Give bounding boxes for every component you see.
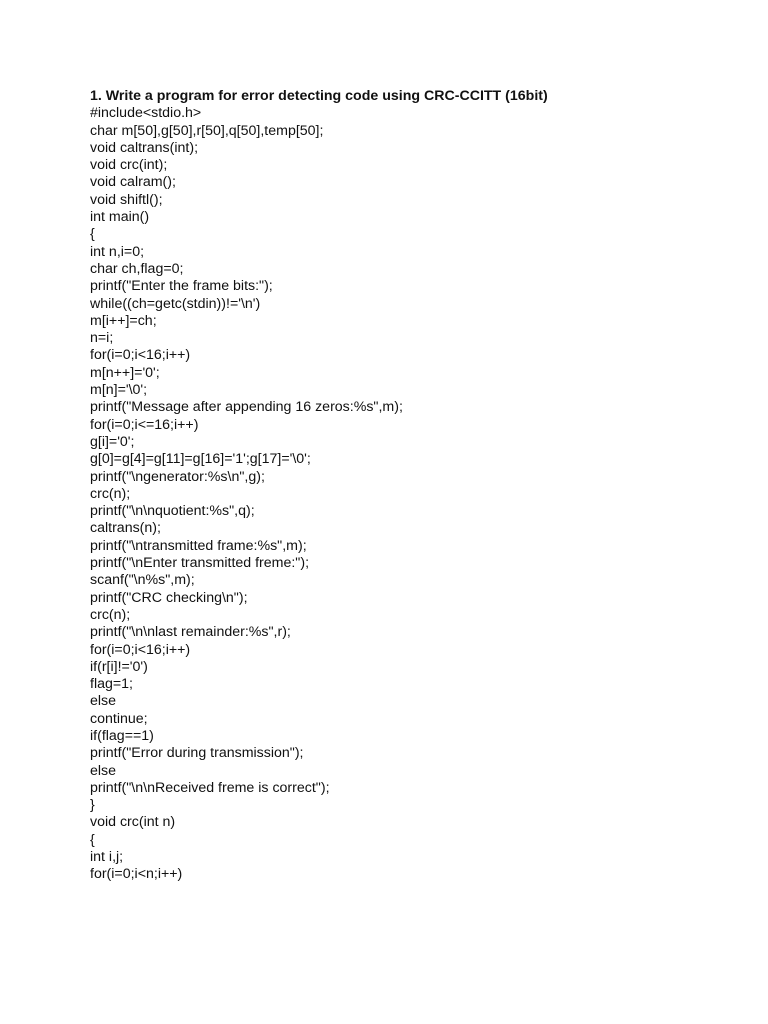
code-line: {: [90, 831, 95, 848]
code-line: while((ch=getc(stdin))!='\n'): [90, 295, 261, 312]
code-line: int i,j;: [90, 849, 124, 866]
code-line: else: [90, 762, 117, 779]
code-line: n=i;: [90, 330, 114, 347]
code-line: crc(n);: [90, 485, 131, 502]
code-line: printf("\n\nlast remainder:%s",r);: [90, 624, 291, 641]
code-line: else: [90, 693, 117, 710]
code-line: char m[50],g[50],r[50],q[50],temp[50];: [90, 122, 324, 139]
code-line: printf("\n\nquotient:%s",q);: [90, 503, 255, 520]
code-line: g[0]=g[4]=g[11]=g[16]='1';g[17]='\0';: [90, 451, 311, 468]
code-line: void caltrans(int);: [90, 139, 199, 156]
code-line: caltrans(n);: [90, 520, 161, 537]
code-listing: [90, 105, 748, 883]
code-line: #include<stdio.h>: [90, 105, 202, 122]
code-line: int n,i=0;: [90, 243, 145, 260]
code-line: m[i++]=ch;: [90, 312, 157, 329]
code-line: scanf("\n%s",m);: [90, 572, 195, 589]
code-line: void shiftl();: [90, 191, 163, 208]
code-line: m[n]='\0';: [90, 382, 148, 399]
code-line: flag=1;: [90, 676, 133, 693]
code-line: if(r[i]!='0'): [90, 658, 148, 675]
code-line: int main(): [90, 209, 150, 226]
code-line: printf("Enter the frame bits:");: [90, 278, 273, 295]
code-line: void crc(int n): [90, 814, 176, 831]
question-heading: 1. Write a program for error detecting code using CRC-CCITT (16bit): [90, 88, 548, 104]
code-line: g[i]='0';: [90, 433, 135, 450]
code-line: continue;: [90, 710, 148, 727]
document-page: [90, 88, 748, 884]
code-line: printf("CRC checking\n");: [90, 589, 248, 606]
code-line: for(i=0;i<16;i++): [90, 641, 191, 658]
code-line: void calram();: [90, 174, 176, 191]
code-line: for(i=0;i<=16;i++): [90, 416, 199, 433]
code-line: void crc(int);: [90, 157, 168, 174]
code-line: if(flag==1): [90, 727, 154, 744]
code-line: printf("Error during transmission");: [90, 745, 304, 762]
code-line: printf("\nEnter transmitted freme:");: [90, 555, 310, 572]
code-line: m[n++]='0';: [90, 364, 160, 381]
code-line: for(i=0;i<n;i++): [90, 866, 183, 883]
code-line: }: [90, 797, 95, 814]
code-line: printf("\n\nReceived freme is correct");: [90, 779, 330, 796]
code-line: printf("\ntransmitted frame:%s",m);: [90, 537, 307, 554]
code-line: printf("\ngenerator:%s\n",g);: [90, 468, 265, 485]
code-line: char ch,flag=0;: [90, 260, 184, 277]
code-line: for(i=0;i<16;i++): [90, 347, 191, 364]
code-line: crc(n);: [90, 606, 131, 623]
code-line: printf("Message after appending 16 zeros:%s",m);: [90, 399, 403, 416]
code-line: {: [90, 226, 95, 243]
